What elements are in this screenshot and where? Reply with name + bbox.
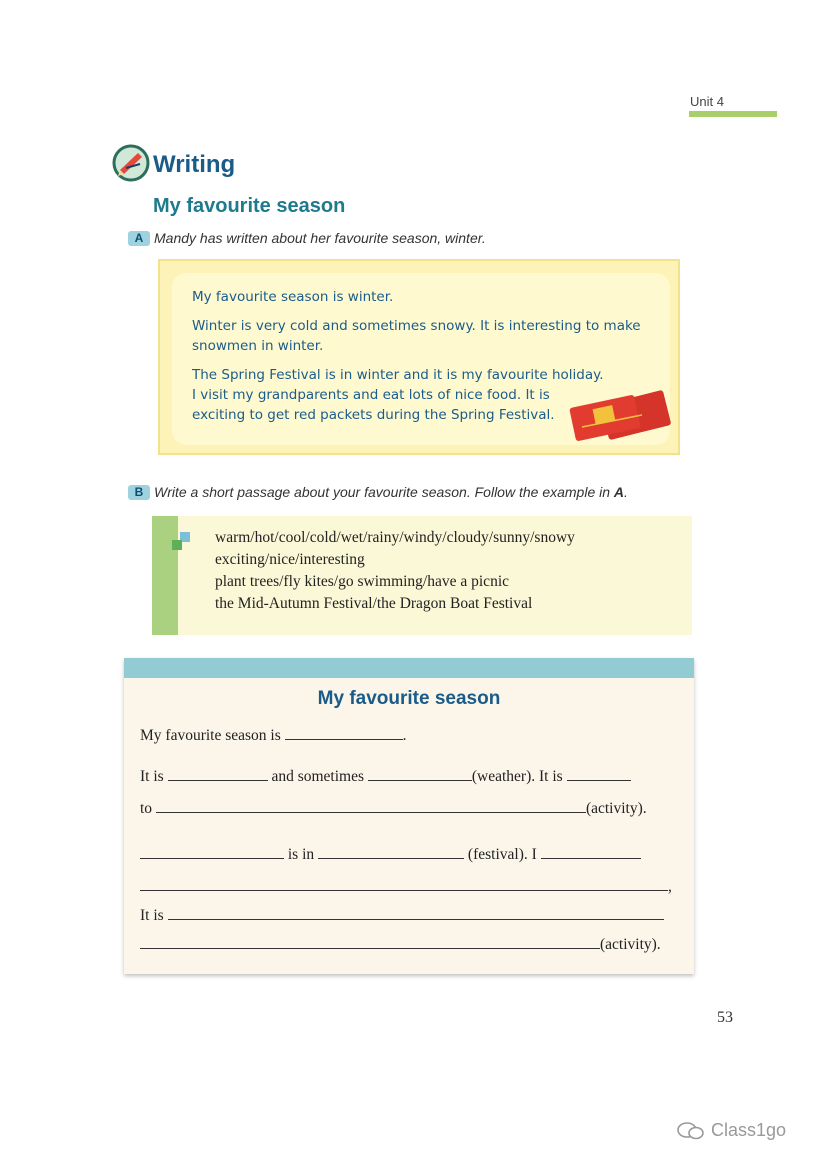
answer-blank[interactable] [318,844,464,859]
section-subtitle: My favourite season [153,195,346,217]
worksheet-text: (weather). It is [471,768,563,785]
passage-line: exciting to get red packets during the Spring Festival. [192,407,555,423]
unit-bar [689,111,777,117]
worksheet-text: . [402,727,407,744]
pencil-icon [112,144,150,182]
word-bank-line: warm/hot/cool/cold/wet/rainy/windy/cloudy/sunny/snowy [215,529,575,546]
worksheet-line-7 [140,934,661,954]
example-passage-box [158,259,680,455]
wechat-icon [676,1121,706,1141]
page-number: 53 [717,1009,733,1026]
answer-blank[interactable] [140,876,668,891]
worksheet-text: is in [287,846,315,863]
watermark [676,1120,786,1141]
worksheet-line-6 [140,905,664,925]
word-bank-line: exciting/nice/interesting [215,551,365,568]
answer-blank[interactable] [140,844,284,859]
red-packet-icon [564,385,674,441]
worksheet-text: , [668,878,672,895]
part-b-instruction [154,484,628,500]
answer-blank[interactable] [285,725,403,740]
unit-label: Unit 4 [690,94,724,109]
part-b-badge: B [128,485,150,500]
worksheet-text: My favourite season is [140,727,281,744]
section-title: Writing [153,151,236,178]
passage-line: My favourite season is winter. [192,289,394,305]
answer-blank[interactable] [567,766,631,781]
worksheet-text: (activity). [600,936,661,953]
worksheet-text: to [140,800,153,817]
answer-blank[interactable] [140,934,600,949]
worksheet-title: My favourite season [317,688,501,709]
worksheet-text: (activity). [585,800,647,817]
answer-blank[interactable] [368,766,472,781]
watermark-text: Class1go [711,1120,787,1140]
passage-line: I visit my grandparents and eat lots of nice food. It is [192,387,550,403]
word-bank-line: plant trees/fly kites/go swimming/have a picnic [215,573,510,590]
part-b-instruction-end: . [624,484,628,500]
part-a-badge: A [128,231,150,246]
answer-blank[interactable] [168,766,268,781]
answer-blank[interactable] [168,905,664,920]
worksheet-text: and sometimes [271,768,364,785]
word-bank-line: the Mid-Autumn Festival/the Dragon Boat Festival [215,595,533,612]
answer-blank[interactable] [541,844,641,859]
part-b-instruction-ref: A [613,484,625,500]
worksheet-band [124,658,694,678]
worksheet-text: It is [140,907,164,924]
worksheet-line-4 [140,844,641,864]
squares-icon [168,530,194,561]
answer-blank[interactable] [156,798,586,813]
worksheet-line-5 [140,876,672,896]
passage-line: snowmen in winter. [192,338,324,354]
worksheet-text: (festival). I [467,846,537,863]
passage-line: The Spring Festival is in winter and it is my favourite holiday. [192,367,604,383]
worksheet-line-3 [140,798,647,818]
worksheet-text: It is [140,768,164,785]
part-a-instruction: Mandy has written about her favourite season, winter. [154,230,486,246]
worksheet-line-1 [140,725,407,745]
worksheet-line-2 [140,766,631,786]
passage-line: Winter is very cold and sometimes snowy. It is interesting to make [192,318,641,334]
part-b-instruction-text: Write a short passage about your favourite season. Follow the example in [154,484,614,500]
